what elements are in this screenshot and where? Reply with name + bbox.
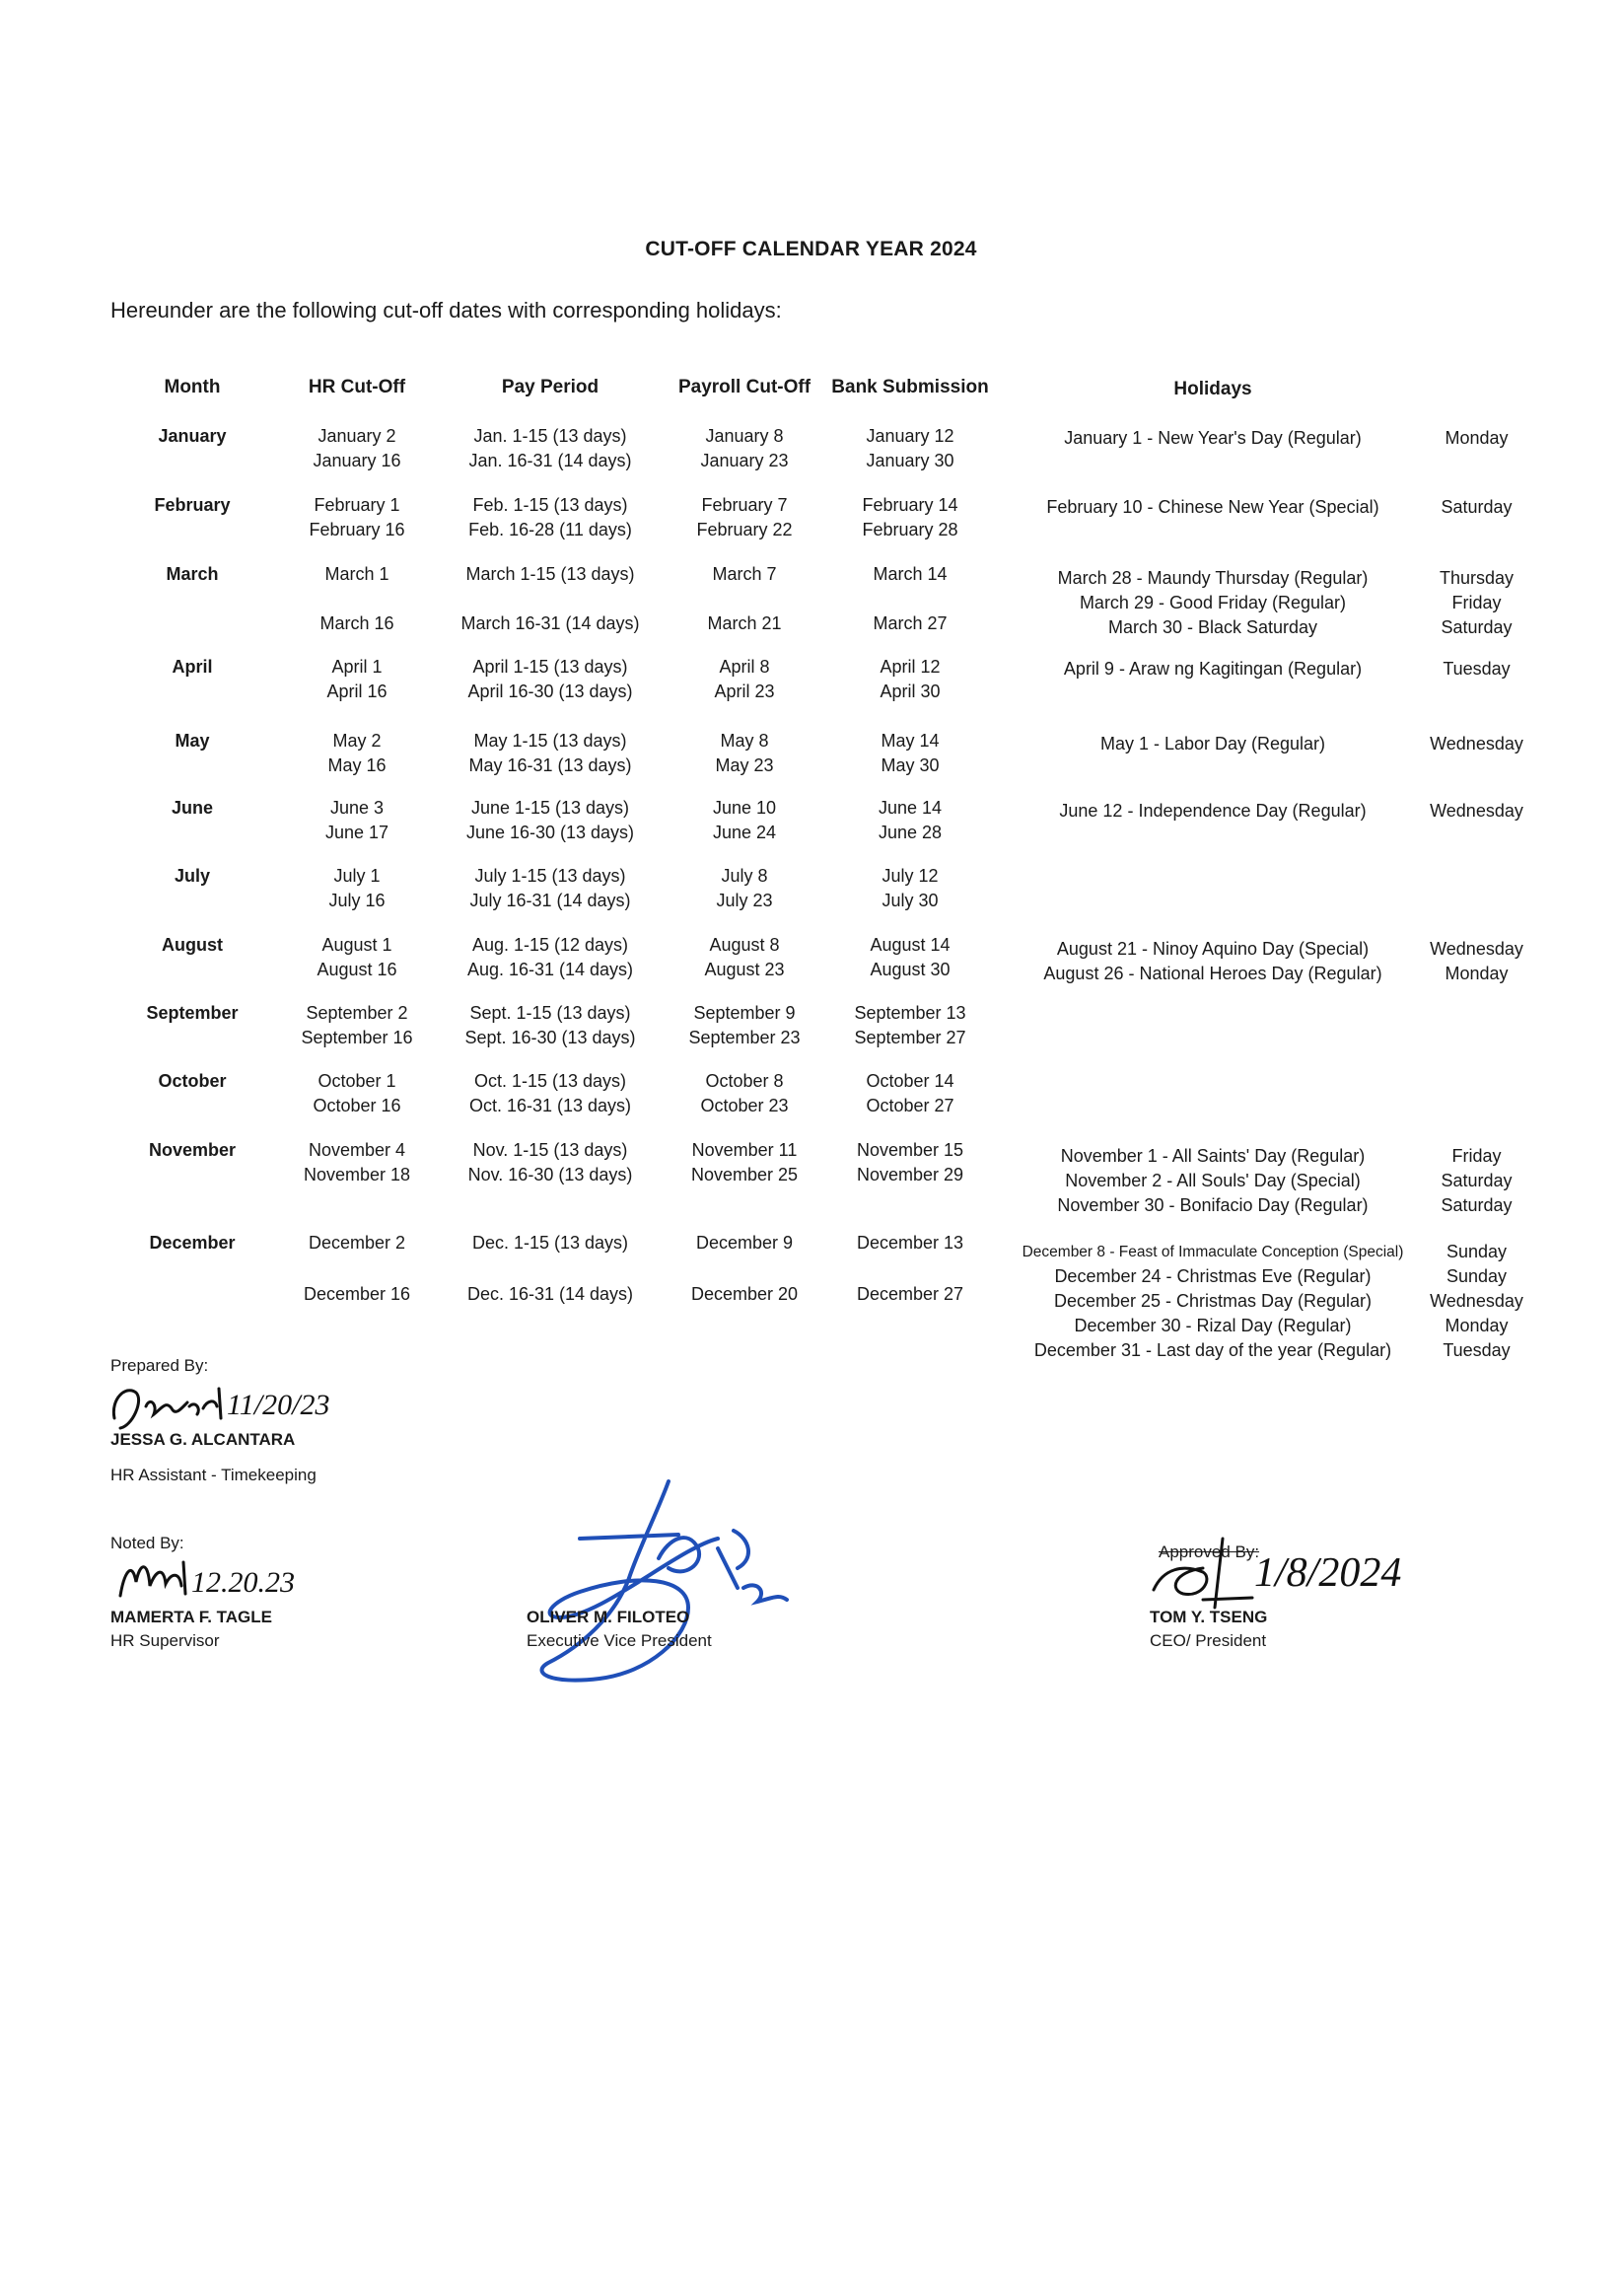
holiday-day: Monday — [1445, 1316, 1509, 1335]
pay-period-cell: Oct. 16-31 (13 days) — [468, 1096, 632, 1115]
holiday-name: August 26 - National Heroes Day (Regular) — [1043, 964, 1382, 983]
month-cell: August — [162, 935, 223, 955]
payroll-cutoff-cell: October 8 — [705, 1071, 784, 1091]
evp-role: Executive Vice President — [527, 1631, 712, 1650]
evp-details — [527, 1606, 712, 1653]
holiday-name: December 30 - Rizal Day (Regular) — [1074, 1316, 1352, 1335]
holiday-day: Sunday — [1446, 1242, 1508, 1261]
month-cell: October — [158, 1071, 227, 1091]
intro-text: Hereunder are the following cut-off dates with corresponding holidays: — [110, 298, 782, 323]
payroll-cutoff-cell: August 8 — [709, 935, 780, 955]
payroll-cutoff-cell: January 8 — [705, 426, 784, 446]
payroll-cutoff-cell: December 20 — [690, 1284, 799, 1304]
bank-submission-cell: August 30 — [870, 960, 951, 979]
holiday-name: March 28 - Maundy Thursday (Regular) — [1057, 568, 1369, 588]
pay-period-cell: May 16-31 (13 days) — [468, 755, 632, 775]
pay-period-cell: April 1-15 (13 days) — [472, 657, 628, 677]
hr-cutoff-cell: March 1 — [324, 564, 389, 584]
holiday-day: Wednesday — [1430, 939, 1523, 959]
payroll-cutoff-cell: November 25 — [690, 1165, 799, 1184]
payroll-cutoff-cell: September 9 — [693, 1003, 796, 1023]
month-cell: May — [175, 731, 210, 751]
hr-cutoff-cell: November 18 — [303, 1165, 411, 1184]
holiday-name: January 1 - New Year's Day (Regular) — [1064, 428, 1362, 448]
bank-submission-cell: November 29 — [856, 1165, 964, 1184]
hr-cutoff-cell: May 2 — [332, 731, 382, 751]
holiday-name: December 31 - Last day of the year (Regular) — [1033, 1340, 1392, 1360]
hr-cutoff-cell: December 16 — [303, 1284, 411, 1304]
bank-submission-cell: January 30 — [866, 451, 954, 470]
holiday-day: Saturday — [1441, 1171, 1513, 1190]
evp-name: OLIVER M. FILOTEO — [527, 1608, 690, 1626]
month-cell: June — [171, 798, 213, 818]
pay-period-cell: Dec. 1-15 (13 days) — [471, 1233, 629, 1253]
hr-cutoff-cell: June 17 — [324, 823, 389, 842]
hr-cutoff-cell: June 3 — [329, 798, 385, 818]
payroll-cutoff-cell: August 23 — [704, 960, 785, 979]
payroll-cutoff-cell: July 8 — [721, 866, 768, 886]
holiday-day: Wednesday — [1430, 1291, 1523, 1311]
holiday-day: Monday — [1445, 964, 1509, 983]
bank-submission-cell: July 30 — [882, 891, 939, 910]
holiday-name: February 10 - Chinese New Year (Special) — [1046, 497, 1379, 517]
pay-period-cell: March 1-15 (13 days) — [465, 564, 635, 584]
bank-submission-cell: April 30 — [880, 682, 941, 701]
noted-by-role: HR Supervisor — [110, 1631, 220, 1650]
bank-submission-cell: September 27 — [854, 1028, 966, 1047]
month-cell: July — [174, 866, 211, 886]
bank-submission-cell: November 15 — [856, 1140, 964, 1160]
header-payroll-cutoff: Payroll Cut-Off — [677, 377, 811, 397]
hr-cutoff-cell: December 2 — [308, 1233, 406, 1253]
pay-period-cell: April 16-30 (13 days) — [467, 682, 633, 701]
hr-cutoff-cell: May 16 — [327, 755, 387, 775]
hr-cutoff-cell: August 16 — [317, 960, 397, 979]
approved-signature-image — [1144, 1529, 1440, 1617]
payroll-cutoff-cell: June 24 — [712, 823, 777, 842]
hr-cutoff-cell: August 1 — [321, 935, 392, 955]
bank-submission-cell: May 30 — [881, 755, 940, 775]
holiday-day: Tuesday — [1443, 659, 1511, 679]
holiday-day: Monday — [1445, 428, 1509, 448]
pay-period-cell: Sept. 1-15 (13 days) — [469, 1003, 631, 1023]
bank-submission-cell: December 27 — [856, 1284, 964, 1304]
pay-period-cell: July 16-31 (14 days) — [469, 891, 631, 910]
pay-period-cell: June 16-30 (13 days) — [465, 823, 635, 842]
hr-cutoff-cell: March 16 — [319, 613, 394, 633]
header-holidays: Holidays — [1173, 379, 1252, 399]
header-pay-period: Pay Period — [501, 377, 599, 397]
payroll-cutoff-cell: November 11 — [691, 1140, 798, 1160]
evp-signature-image — [521, 1470, 816, 1686]
holiday-day: Saturday — [1441, 497, 1513, 517]
prepared-by-role: HR Assistant - Timekeeping — [110, 1466, 317, 1484]
bank-submission-cell: May 14 — [881, 731, 940, 751]
payroll-cutoff-cell: December 9 — [695, 1233, 794, 1253]
bank-submission-cell: July 12 — [882, 866, 939, 886]
holiday-day: Wednesday — [1430, 734, 1523, 753]
bank-submission-cell: October 27 — [866, 1096, 954, 1115]
approved-signature-date: 1/8/2024 — [1254, 1550, 1402, 1596]
prepared-by-name: JESSA G. ALCANTARA — [110, 1430, 296, 1449]
holiday-day: Saturday — [1441, 1195, 1513, 1215]
payroll-cutoff-cell: April 23 — [714, 682, 775, 701]
holiday-name: June 12 - Independence Day (Regular) — [1059, 801, 1367, 821]
holiday-day: Friday — [1451, 593, 1502, 612]
holiday-name: December 25 - Christmas Day (Regular) — [1053, 1291, 1373, 1311]
payroll-cutoff-cell: April 8 — [719, 657, 770, 677]
pay-period-cell: July 1-15 (13 days) — [474, 866, 626, 886]
pay-period-cell: May 1-15 (13 days) — [473, 731, 627, 751]
hr-cutoff-cell: April 16 — [326, 682, 388, 701]
month-cell: November — [148, 1140, 237, 1160]
bank-submission-cell: February 14 — [862, 495, 958, 515]
month-cell: December — [149, 1233, 236, 1253]
header-month: Month — [164, 377, 221, 397]
holiday-name: December 8 - Feast of Immaculate Conception (Special) — [1022, 1244, 1404, 1260]
approved-by-label: Approved By: — [1159, 1543, 1260, 1561]
holiday-name: November 1 - All Saints' Day (Regular) — [1060, 1146, 1366, 1166]
bank-submission-cell: September 13 — [854, 1003, 966, 1023]
bank-submission-cell: March 14 — [873, 564, 948, 584]
pay-period-cell: Jan. 16-31 (14 days) — [468, 451, 632, 470]
holiday-day: Sunday — [1446, 1266, 1508, 1286]
payroll-cutoff-cell: May 23 — [715, 755, 774, 775]
approved-details — [1150, 1606, 1267, 1653]
pay-period-cell: March 16-31 (14 days) — [460, 613, 640, 633]
hr-cutoff-cell: July 16 — [328, 891, 386, 910]
holiday-name: August 21 - Ninoy Aquino Day (Special) — [1056, 939, 1370, 959]
holiday-day: Saturday — [1441, 617, 1513, 637]
bank-submission-cell: April 12 — [880, 657, 941, 677]
payroll-cutoff-cell: February 7 — [701, 495, 788, 515]
bank-submission-cell: October 14 — [866, 1071, 954, 1091]
hr-cutoff-cell: April 1 — [331, 657, 383, 677]
prepared-by-label: Prepared By: — [110, 1356, 209, 1375]
document-title: CUT-OFF CALENDAR YEAR 2024 — [645, 238, 977, 260]
hr-cutoff-cell: September 16 — [301, 1028, 413, 1047]
hr-cutoff-cell: February 1 — [314, 495, 400, 515]
holiday-day: Friday — [1451, 1146, 1502, 1166]
holiday-name: April 9 - Araw ng Kagitingan (Regular) — [1063, 659, 1363, 679]
month-cell: January — [158, 426, 227, 446]
holiday-name: March 30 - Black Saturday — [1107, 617, 1318, 637]
pay-period-cell: Oct. 1-15 (13 days) — [473, 1071, 627, 1091]
hr-cutoff-cell: January 2 — [317, 426, 396, 446]
pay-period-cell: June 1-15 (13 days) — [470, 798, 630, 818]
noted-signature-date: 12.20.23 — [191, 1566, 295, 1599]
hr-cutoff-cell: July 1 — [333, 866, 381, 886]
holiday-day: Wednesday — [1430, 801, 1523, 821]
pay-period-cell: Feb. 16-28 (11 days) — [468, 520, 632, 539]
hr-cutoff-cell: November 4 — [308, 1140, 406, 1160]
month-cell: September — [146, 1003, 239, 1023]
noted-by-label: Noted By: — [110, 1534, 184, 1552]
holiday-day: Thursday — [1439, 568, 1515, 588]
pay-period-cell: Aug. 1-15 (12 days) — [471, 935, 629, 955]
bank-submission-cell: June 14 — [878, 798, 943, 818]
pay-period-cell: Sept. 16-30 (13 days) — [464, 1028, 636, 1047]
approved-by-role: CEO/ President — [1150, 1631, 1267, 1650]
hr-cutoff-cell: October 1 — [317, 1071, 396, 1091]
holiday-name: May 1 - Labor Day (Regular) — [1099, 734, 1326, 753]
pay-period-cell: Nov. 1-15 (13 days) — [472, 1140, 628, 1160]
payroll-cutoff-cell: September 23 — [688, 1028, 801, 1047]
payroll-cutoff-cell: July 23 — [716, 891, 773, 910]
noted-by-name: MAMERTA F. TAGLE — [110, 1608, 272, 1626]
payroll-cutoff-cell: March 21 — [707, 613, 782, 633]
bank-submission-cell: December 13 — [856, 1233, 964, 1253]
bank-submission-cell: January 12 — [866, 426, 954, 446]
prepared-signature-date: 11/20/23 — [227, 1389, 330, 1421]
hr-cutoff-cell: February 16 — [309, 520, 405, 539]
pay-period-cell: Nov. 16-30 (13 days) — [467, 1165, 633, 1184]
hr-cutoff-cell: January 16 — [313, 451, 401, 470]
hr-cutoff-cell: October 16 — [313, 1096, 401, 1115]
prepared-by-block — [110, 1354, 208, 1378]
payroll-cutoff-cell: June 10 — [712, 798, 777, 818]
payroll-cutoff-cell: March 7 — [712, 564, 777, 584]
payroll-cutoff-cell: February 22 — [696, 520, 793, 539]
header-bank-submission: Bank Submission — [831, 377, 989, 397]
bank-submission-cell: February 28 — [862, 520, 958, 539]
pay-period-cell: Aug. 16-31 (14 days) — [466, 960, 634, 979]
bank-submission-cell: August 14 — [870, 935, 951, 955]
pay-period-cell: Dec. 16-31 (14 days) — [466, 1284, 634, 1304]
approved-by-name: TOM Y. TSENG — [1150, 1608, 1268, 1626]
header-hr-cutoff: HR Cut-Off — [308, 377, 406, 397]
noted-signature-image — [110, 1552, 327, 1608]
holiday-name: March 29 - Good Friday (Regular) — [1079, 593, 1347, 612]
holiday-name: November 2 - All Souls' Day (Special) — [1065, 1171, 1361, 1190]
month-cell: April — [172, 657, 213, 677]
payroll-cutoff-cell: January 23 — [700, 451, 789, 470]
bank-submission-cell: March 27 — [873, 613, 948, 633]
pay-period-cell: Feb. 1-15 (13 days) — [472, 495, 628, 515]
holiday-name: December 24 - Christmas Eve (Regular) — [1054, 1266, 1372, 1286]
holiday-day: Tuesday — [1443, 1340, 1511, 1360]
holiday-name: November 30 - Bonifacio Day (Regular) — [1057, 1195, 1369, 1215]
pay-period-cell: Jan. 1-15 (13 days) — [473, 426, 627, 446]
month-cell: March — [166, 564, 219, 584]
payroll-cutoff-cell: May 8 — [720, 731, 769, 751]
payroll-cutoff-cell: October 23 — [700, 1096, 789, 1115]
noted-by-details — [110, 1606, 272, 1653]
prepared-by-details — [110, 1428, 317, 1487]
hr-cutoff-cell: September 2 — [306, 1003, 408, 1023]
bank-submission-cell: June 28 — [878, 823, 943, 842]
month-cell: February — [154, 495, 231, 515]
